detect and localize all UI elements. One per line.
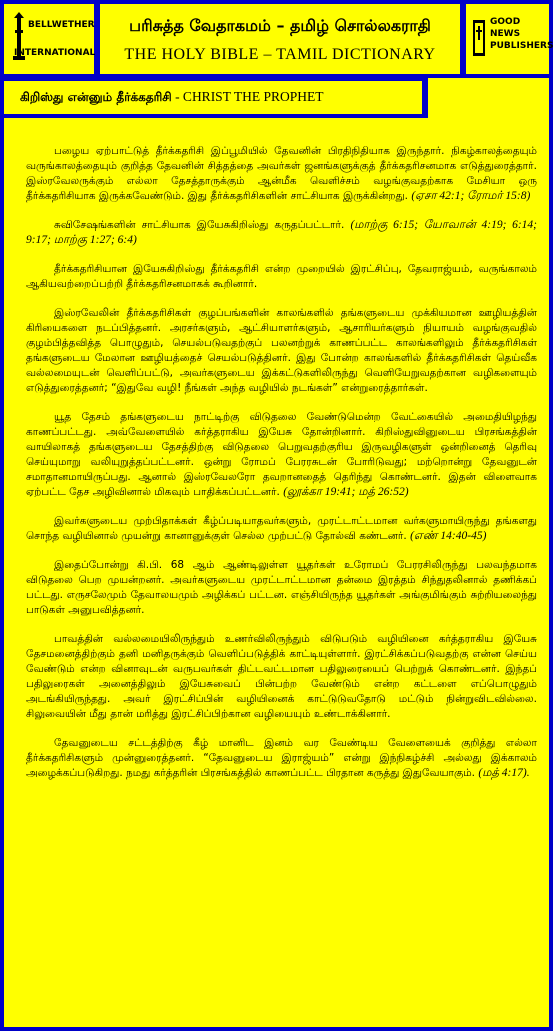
left-border — [0, 118, 4, 1031]
paragraph — [26, 410, 537, 500]
paragraph-text: இதைப்போன்று கி.பி. 68 ஆம் ஆண்டிலுள்ள யூதர்கள் உரோமப் பேரரசிலிருந்து பலவந்தமாக விடுதலை பெற முயன்றனர். அவர்களுடைய முரட்டாட்டமான தன்மை இரத்தம் சிந்துதலினால் தணிக்கப் பட்டது. எருசலேமும் தேவாலயமும் அழிக்கப் பட்டன. எஞ்சியிருந்த யூதர்கள் அங்குமிங்கும் சுற்றியலைந்து பாடுகள் அனுபவித்தனர். — [26, 559, 537, 616]
publisher-logo-left — [4, 4, 94, 74]
paragraph — [26, 736, 537, 781]
paragraph — [26, 514, 537, 544]
scripture-reference: (ஏசா 42:1; ரோமர் 15:8) — [411, 190, 531, 202]
left-logo-line2: INTERNATIONAL — [14, 48, 96, 58]
paragraph-text: தேவனுடைய சட்டத்திற்கு கீழ் மானிட இனம் வர வேண்டிய வேளையைக் குறித்து எல்லா தீர்க்கதரிசிகளும் முன்னுரைத்தனர். “தேவனுடைய இராஜ்யம்” என்று இந்நிகழ்ச்சி அல்லது இக்காலம் அழைக்கப்படுகிறது. நமது கர்த்தரின் பிரசங்கத்தில் காணப்பட்ட பிரதான கருத்து இதுவேயாகும். — [26, 737, 537, 779]
scripture-reference: (லூக்கா 19:41; மத் 26:52) — [283, 486, 409, 498]
title-english: THE HOLY BIBLE – TAMIL DICTIONARY — [124, 46, 436, 63]
paragraph — [26, 558, 537, 618]
paragraph — [26, 632, 537, 722]
publisher-logo-right — [466, 4, 553, 74]
right-border — [549, 78, 553, 1031]
scripture-reference: (மாற்கு 6:15; யோவான் 4:19; 6:14; 9:17; மாற்கு 1:27; 6:4) — [26, 219, 537, 246]
book-icon — [472, 20, 486, 56]
paragraph-text: பாவத்தின் வல்லமையிலிருந்தும் உணர்விலிருந்தும் விடுபடும் வழியினை கர்த்தராகிய இயேசு தேசமனைத்திற்கும் தனி மனிதருக்கும் வெளிப்படுத்திக் காட்டியுள்ளார். இரட்சிக்கப்படுவதற்கு என்ன செய்ய வேண்டும் என்ற வினாவுடன் வருபவர்கள் திட்டவட்டமான பதிலுரையைப் பெற்றுக் கொண்டனர். இந்தப் பதிலுரைகள் அனைத்திலும் இயேசுவைப் பின்பற்ற வேண்டும் என்ற கட்டளை எப்பொழுதும் அடங்கியிருந்தது. அவர் இரட்சிப்பின் வழியினைக் காட்டுடுவதோடு மட்டும் நின்றுவிடவில்லை. சிலுவையின் மீது தான் மரித்து இரட்சிப்பிற்கான வழியையும் உண்டாக்கினார். — [26, 633, 537, 720]
scripture-reference: (மத் 4:17). — [478, 767, 530, 779]
paragraph-text: சுவிசேஷங்களின் சாட்சியாக இயேசுகிறிஸ்து கருதப்பட்டார். — [54, 219, 345, 231]
paragraph — [26, 306, 537, 396]
paragraph-text: இவர்களுடைய முற்பிதாக்கள் கீழ்ப்படியாதவர்களும், முரட்டாட்டமான வர்களுமாயிருந்து தங்களது சொந்த வழியினால் முயன்று கானானுக்குள் செல்ல முற்பட்டு தோல்வி கண்டனர். — [26, 515, 537, 542]
subtitle-english: - CHRIST THE PROPHET — [171, 89, 324, 104]
header-title-box — [100, 4, 460, 74]
paragraph — [26, 144, 537, 204]
subtitle-tamil: கிறிஸ்து என்னும் தீர்க்கதரிசி — [20, 90, 172, 104]
subtitle-bar — [0, 78, 428, 118]
good-news-logo — [470, 10, 553, 68]
title-tamil: பரிசுத்த வேதாகமம் – தமிழ் சொல்லகராதி — [129, 16, 431, 35]
bottom-border — [0, 1027, 553, 1031]
left-logo-line1: BELLWETHER — [28, 20, 95, 30]
subtitle-box — [4, 81, 422, 114]
paragraph — [26, 218, 537, 248]
article-body — [26, 144, 537, 795]
paragraph-text: யூத தேசம் தங்களுடைய நாட்டிற்கு விடுதலை வேண்டுமென்ற வேட்கையில் அமைதியிழந்து காணப்பட்டது. அவ்வேளையில் கர்த்தராகிய இயேசு தோன்றினார். கிறிஸ்துவினுடைய பிரசங்கத்தின் வாயிலாகத் தங்களுடைய தேசத்திற்கு விடுதலை பெறுவதற்குரிய இருவழிகளுள் ஒன்றினைத் தெரிவு செய்யுமாறு வலியுறுத்தப்பட்டனர். ஒன்று ரோமப் பேரரசுடன் போரிடுவது; மற்றொன்று தேவனுடன் சமாதானமாயிருப்பது. ஆனால் இஸ்ரவேலரோ தவறானதைத் தெரிந்து கொண்டனர். இதன் விளைவாக ஏற்பட்ட தேச அழிவினால் மிகவும் பாதிக்கப்பட்டனர். — [26, 411, 537, 498]
right-logo-line1: GOOD NEWS — [490, 17, 521, 39]
paragraph-text: தீர்க்கதரிசியான இயேசுகிறிஸ்து தீர்க்கதரிசி என்ற முறையில் இரட்சிப்பு, தேவராஜ்யம், வருங்காலம் ஆகியவற்றைப்பற்றி தீர்க்கதரிசனமாகக் கூறினார். — [26, 263, 537, 290]
bellwether-logo — [12, 10, 96, 68]
page-subtitle — [20, 89, 323, 106]
paragraph — [26, 262, 537, 292]
right-logo-line2: PUBLISHERS — [490, 41, 553, 51]
scripture-reference: (எண் 14:40-45) — [410, 530, 487, 542]
paragraph-text: இஸ்ரவேலின் தீர்க்கதரிசிகள் குழப்பங்களின் காலங்களில் தங்களுடைய முக்கியமான ஊழியத்தின் கிரியைகளை நடப்பித்தனர். அரசர்களும், ஆட்சியாளர்களும், ஆசாரியர்களும் நியாயம் வழங்குவதில் குழம்பித்தவித்த பொழுதும், செயல்படுவதற்குப் பலனற்றுக் காணப்பட்ட காலங்களிலும் தீர்க்கதரிசிகள் தங்களுடைய மேலான ஊழியத்தைச் செயல்படுத்தினர். இது போன்ற காலங்களில் தீர்க்கதரிசிகள் தெய்வீக வல்லமையுடன் வெளிப்பட்டு, அவர்களுடைய இக்கட்டுகளிலிருந்து வெளியேறுவதற்கான வழிகளையும் எடுத்துரைத்தனர்; “இதுவே வழி! நீங்கள் அந்த வழியில் நடங்கள்” என்றுரைத்தார்கள். — [26, 307, 537, 394]
header-bar — [0, 0, 553, 78]
paragraph-text: பழைய ஏற்பாட்டுத் தீர்க்கதரிசி இப்பூமியில் தேவனின் பிரதிநிதியாக இருந்தார். நிகழ்காலத்தையும் வருங்காலத்தையும் குறித்த தேவனின் சித்தத்தை அவர்கள் ஜனங்களுக்குத் தீர்க்கதரிசனமாக எடுத்துரைத்தார். இஸ்ரவேலருக்கும் எல்லா தேசத்தாருக்கும் ஆன்மீக வெளிச்சம் வழங்குவதற்காக மேசியா ஒரு தீர்க்கதரிசியாக இருக்கவேண்டும். இது தீர்க்கதரிசிகளின் சாட்சியாக இருக்கின்றது. — [26, 145, 537, 202]
